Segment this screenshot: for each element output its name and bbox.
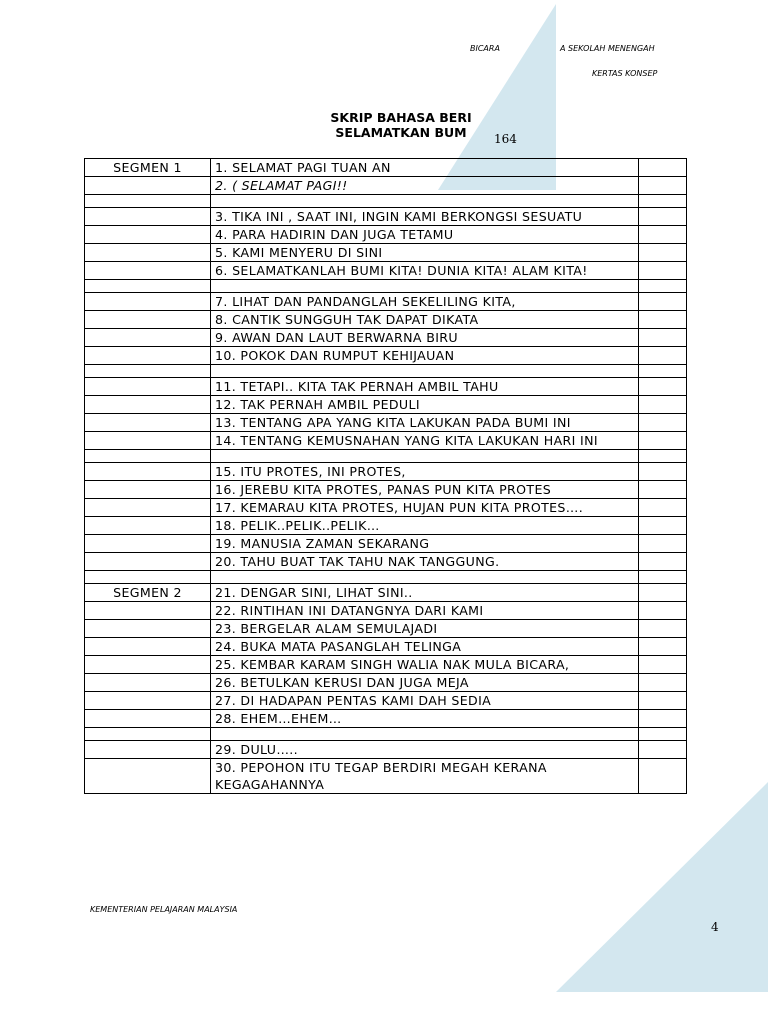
notes-cell: [639, 177, 687, 195]
script-row: [85, 584, 687, 602]
notes-cell: [639, 481, 687, 499]
script-row: [85, 517, 687, 535]
script-line-cell: 25. KEMBAR KARAM SINGH WALIA NAK MULA BICARA,: [211, 656, 639, 674]
script-table: [84, 158, 687, 794]
segment-cell: [85, 710, 211, 728]
script-line-cell: 13. TENTANG APA YANG KITA LAKUKAN PADA BUMI INI: [211, 414, 639, 432]
script-line-cell: 18. PELIK..PELIK..PELIK…: [211, 517, 639, 535]
segment-cell: [85, 481, 211, 499]
segment-cell: [85, 396, 211, 414]
notes-cell: [639, 759, 687, 794]
script-table-body: [85, 159, 687, 794]
notes-cell: [639, 602, 687, 620]
script-row: [85, 293, 687, 311]
notes-cell: [639, 244, 687, 262]
segment-cell: [85, 759, 211, 794]
triangle-bottom-shape: [556, 782, 768, 992]
segment-cell: [85, 450, 211, 463]
notes-cell: [639, 571, 687, 584]
script-line-cell: 28. EHEM…EHEM…: [211, 710, 639, 728]
notes-cell: [639, 535, 687, 553]
segment-cell: [85, 378, 211, 396]
segment-cell: [85, 208, 211, 226]
notes-cell: [639, 620, 687, 638]
script-row: [85, 638, 687, 656]
script-row: [85, 481, 687, 499]
notes-cell: [639, 280, 687, 293]
script-row: [85, 208, 687, 226]
script-line-cell: [211, 365, 639, 378]
script-row: [85, 759, 687, 794]
notes-cell: [639, 553, 687, 571]
notes-cell: [639, 195, 687, 208]
script-line-cell: 20. TAHU BUAT TAK TAHU NAK TANGGUNG.: [211, 553, 639, 571]
notes-cell: [639, 728, 687, 741]
segment-cell: [85, 499, 211, 517]
notes-cell: [639, 741, 687, 759]
script-row: [85, 378, 687, 396]
script-line-cell: 14. TENTANG KEMUSNAHAN YANG KITA LAKUKAN HARI INI: [211, 432, 639, 450]
script-line-cell: 17. KEMARAU KITA PROTES, HUJAN PUN KITA PROTES….: [211, 499, 639, 517]
page-number: 4: [711, 920, 719, 934]
script-row: [85, 553, 687, 571]
segment-cell: [85, 244, 211, 262]
script-line-cell: 15. ITU PROTES, INI PROTES,: [211, 463, 639, 481]
notes-cell: [639, 710, 687, 728]
script-line-text: 2. ( SELAMAT PAGI!!: [215, 178, 348, 193]
notes-cell: [639, 692, 687, 710]
notes-cell: [639, 378, 687, 396]
header-concept-paper: KERTAS KONSEP: [592, 69, 658, 78]
script-line-cell: 5. KAMI MENYERU DI SINI: [211, 244, 639, 262]
notes-cell: [639, 432, 687, 450]
notes-cell: [639, 226, 687, 244]
notes-cell: [639, 517, 687, 535]
header-school-text-left: BICARA: [470, 44, 500, 53]
title-line-2: SELAMATKAN BUM: [335, 125, 467, 140]
segment-cell: [85, 414, 211, 432]
script-line-cell: 9. AWAN DAN LAUT BERWARNA BIRU: [211, 329, 639, 347]
segment-cell: [85, 311, 211, 329]
notes-cell: [639, 414, 687, 432]
segment-cell: [85, 293, 211, 311]
script-line-cell: 23. BERGELAR ALAM SEMULAJADI: [211, 620, 639, 638]
script-line-cell: 11. TETAPI.. KITA TAK PERNAH AMBIL TAHU: [211, 378, 639, 396]
script-row: [85, 656, 687, 674]
notes-cell: [639, 329, 687, 347]
script-line-cell: 7. LIHAT DAN PANDANGLAH SEKELILING KITA,: [211, 293, 639, 311]
notes-cell: [639, 656, 687, 674]
script-row: [85, 414, 687, 432]
script-line-cell: 26. BETULKAN KERUSI DAN JUGA MEJA: [211, 674, 639, 692]
segment-cell: SEGMEN 2: [85, 584, 211, 602]
segment-cell: [85, 365, 211, 378]
script-line-cell: 29. DULU…..: [211, 741, 639, 759]
script-row: [85, 226, 687, 244]
script-row: [85, 710, 687, 728]
script-row: [85, 177, 687, 195]
script-line-cell: 19. MANUSIA ZAMAN SEKARANG: [211, 535, 639, 553]
script-row: [85, 396, 687, 414]
script-line-cell: 24. BUKA MATA PASANGLAH TELINGA: [211, 638, 639, 656]
segment-cell: [85, 620, 211, 638]
title-line-1: SKRIP BAHASA BERI: [330, 110, 472, 125]
script-row: [85, 244, 687, 262]
segment-cell: [85, 329, 211, 347]
script-row: [85, 620, 687, 638]
segment-cell: [85, 571, 211, 584]
script-row: [85, 159, 687, 177]
segment-cell: [85, 262, 211, 280]
script-row: [85, 311, 687, 329]
script-line-cell: 8. CANTIK SUNGGUH TAK DAPAT DIKATA: [211, 311, 639, 329]
header-school-text-right: A SEKOLAH MENENGAH: [560, 44, 655, 53]
script-line-cell: 10. POKOK DAN RUMPUT KEHIJAUAN: [211, 347, 639, 365]
script-row: [85, 674, 687, 692]
script-line-cell: 16. JEREBU KITA PROTES, PANAS PUN KITA PROTES: [211, 481, 639, 499]
notes-cell: [639, 584, 687, 602]
notes-cell: [639, 450, 687, 463]
script-line-cell: 4. PARA HADIRIN DAN JUGA TETAMU: [211, 226, 639, 244]
segment-cell: [85, 656, 211, 674]
script-row: [85, 571, 687, 584]
notes-cell: [639, 674, 687, 692]
segment-cell: [85, 432, 211, 450]
overlay-number: 164: [494, 132, 517, 146]
script-line-cell: [211, 728, 639, 741]
segment-cell: [85, 674, 211, 692]
segment-cell: [85, 553, 211, 571]
script-row: [85, 262, 687, 280]
notes-cell: [639, 262, 687, 280]
segment-cell: [85, 177, 211, 195]
notes-cell: [639, 638, 687, 656]
script-row: [85, 535, 687, 553]
script-line-cell: 1. SELAMAT PAGI TUAN AN: [211, 159, 639, 177]
script-row: [85, 195, 687, 208]
notes-cell: [639, 311, 687, 329]
segment-cell: [85, 602, 211, 620]
script-row: [85, 329, 687, 347]
script-line-cell: 21. DENGAR SINI, LIHAT SINI..: [211, 584, 639, 602]
notes-cell: [639, 347, 687, 365]
script-line-cell: [211, 280, 639, 293]
segment-cell: [85, 347, 211, 365]
script-row: [85, 463, 687, 481]
segment-cell: [85, 195, 211, 208]
script-row: [85, 365, 687, 378]
segment-cell: SEGMEN 1: [85, 159, 211, 177]
script-row: [85, 692, 687, 710]
script-line-cell: [211, 177, 639, 195]
script-line-cell: 22. RINTIHAN INI DATANGNYA DARI KAMI: [211, 602, 639, 620]
script-line-cell: 12. TAK PERNAH AMBIL PEDULI: [211, 396, 639, 414]
notes-cell: [639, 365, 687, 378]
script-line-cell: 27. DI HADAPAN PENTAS KAMI DAH SEDIA: [211, 692, 639, 710]
script-row: [85, 741, 687, 759]
segment-cell: [85, 638, 211, 656]
notes-cell: [639, 499, 687, 517]
segment-cell: [85, 741, 211, 759]
script-row: [85, 728, 687, 741]
segment-cell: [85, 280, 211, 293]
page-title: [0, 110, 768, 140]
notes-cell: [639, 396, 687, 414]
notes-cell: [639, 159, 687, 177]
script-row: [85, 280, 687, 293]
script-row: [85, 432, 687, 450]
script-row: [85, 347, 687, 365]
segment-cell: [85, 463, 211, 481]
script-line-cell: 6. SELAMATKANLAH BUMI KITA! DUNIA KITA! ALAM KITA!: [211, 262, 639, 280]
script-line-cell: 30. PEPOHON ITU TEGAP BERDIRI MEGAH KERANA KEGAGAHANNYA: [211, 759, 639, 794]
script-line-cell: [211, 195, 639, 208]
segment-cell: [85, 535, 211, 553]
segment-cell: [85, 728, 211, 741]
notes-cell: [639, 463, 687, 481]
script-line-cell: [211, 450, 639, 463]
notes-cell: [639, 293, 687, 311]
segment-cell: [85, 226, 211, 244]
footer-ministry: KEMENTERIAN PELAJARAN MALAYSIA: [90, 905, 238, 914]
script-row: [85, 499, 687, 517]
segment-cell: [85, 517, 211, 535]
script-line-cell: 3. TIKA INI , SAAT INI, INGIN KAMI BERKONGSI SESUATU: [211, 208, 639, 226]
notes-cell: [639, 208, 687, 226]
segment-cell: [85, 692, 211, 710]
script-row: [85, 602, 687, 620]
script-line-cell: [211, 571, 639, 584]
script-row: [85, 450, 687, 463]
